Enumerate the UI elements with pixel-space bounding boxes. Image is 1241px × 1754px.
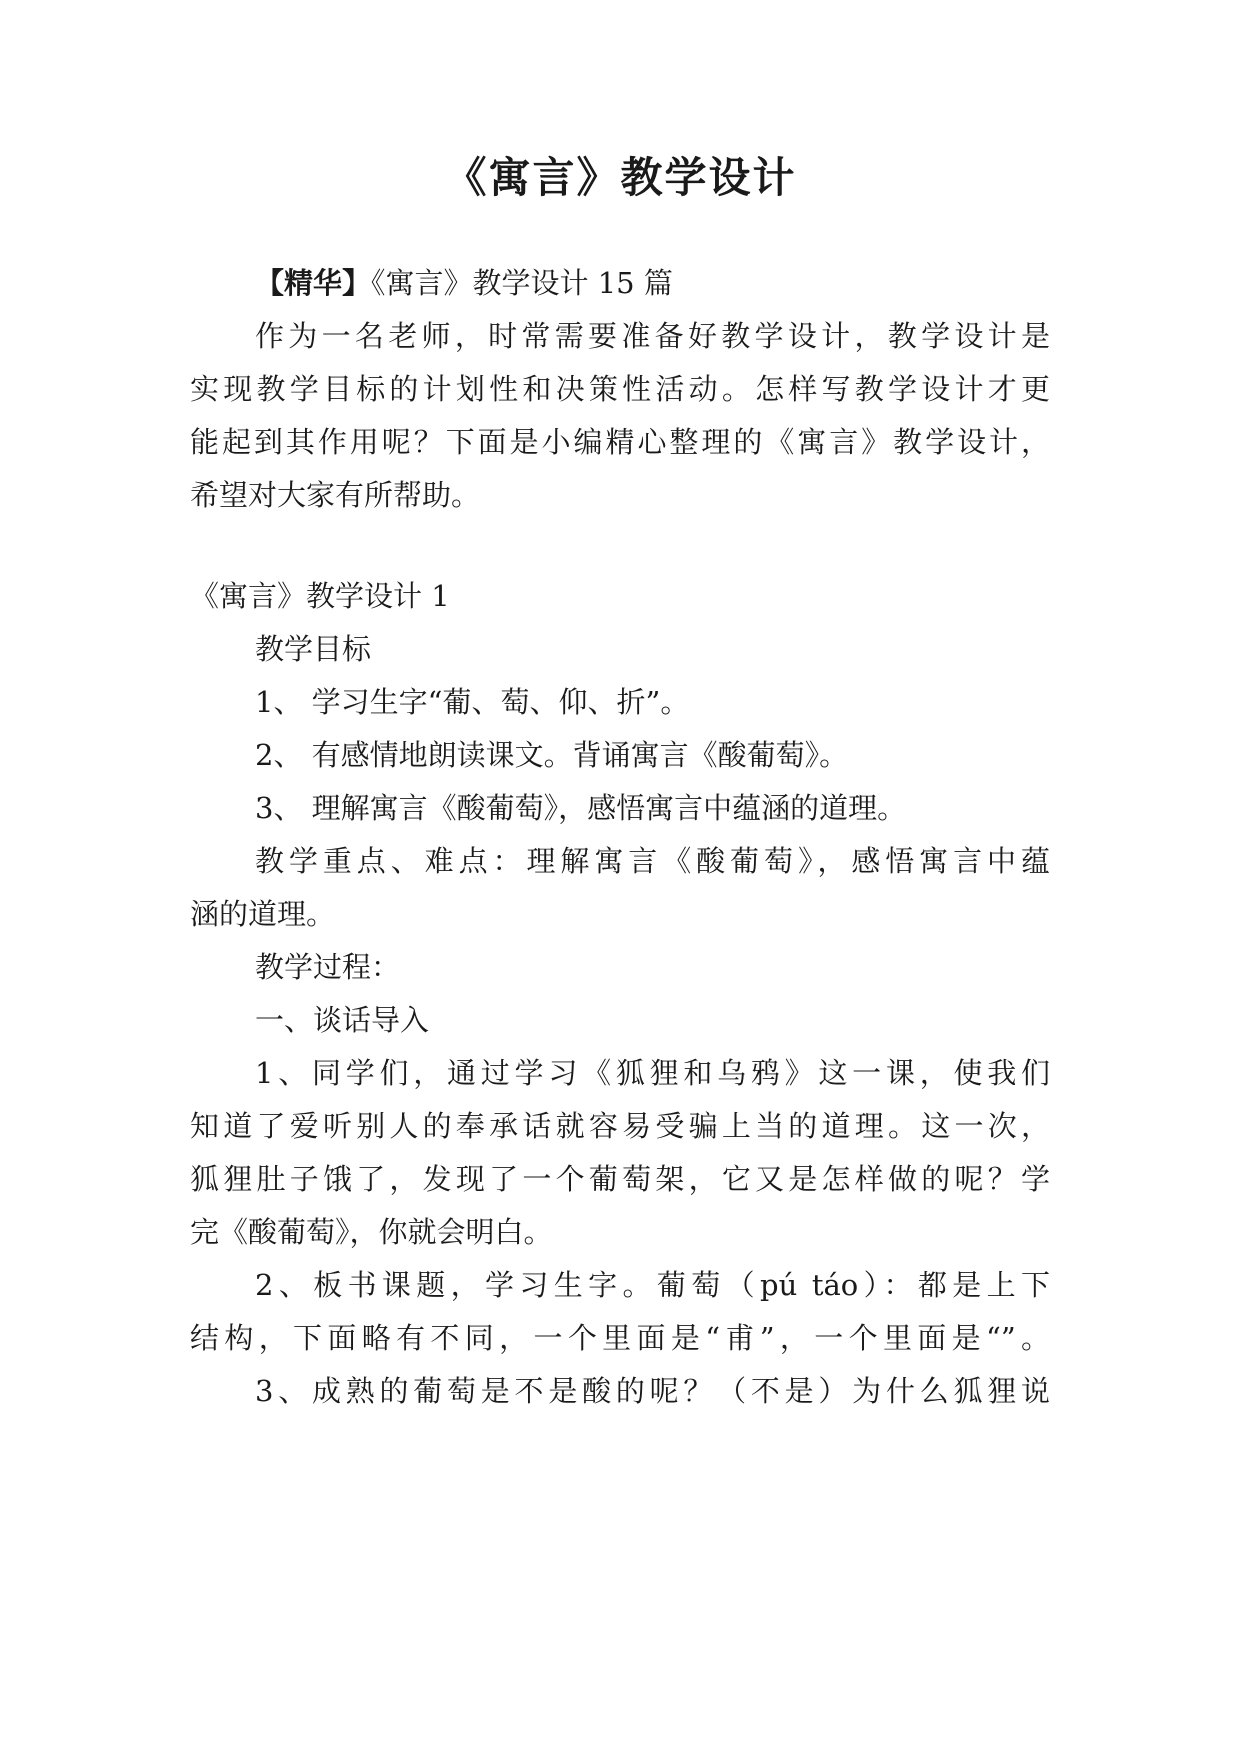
key-points-line-1: 教学重点、难点：理解寓言《酸葡萄》，感悟寓言中蕴: [255, 844, 1050, 878]
paragraph-1-line-3: 狐狸肚子饿了，发现了一个葡萄架，它又是怎样做的呢？学: [190, 1162, 1050, 1196]
intro-line-1: 作为一名老师，时常需要准备好教学设计，教学设计是: [255, 319, 1050, 353]
paragraph-1-line-4: 完《酸葡萄》，你就会明白。: [190, 1215, 553, 1249]
objective-item-2: 2、 有感情地朗读课文。背诵寓言《酸葡萄》。: [255, 738, 849, 772]
intro-line-4: 希望对大家有所帮助。: [190, 478, 481, 512]
step-1-title: 一、谈话导入: [255, 1003, 430, 1037]
subtitle-tag: 【精华】: [255, 266, 372, 300]
intro-line-3: 能起到其作用呢？下面是小编精心整理的《寓言》教学设计，: [190, 425, 1050, 459]
intro-line-2: 实现教学目标的计划性和决策性活动。怎样写教学设计才更: [190, 372, 1050, 406]
process-label: 教学过程：: [255, 950, 401, 984]
document-subtitle: [255, 263, 1050, 303]
paragraph-2-line-1: 2、板书课题，学习生字。葡萄（pú táo）：都是上下: [255, 1268, 1050, 1302]
paragraph-1-line-1: 1、同学们，通过学习《狐狸和乌鸦》这一课，使我们: [255, 1056, 1050, 1090]
objective-item-1: 1、 学习生字“葡、萄、仰、折”。: [255, 685, 690, 719]
paragraph-1-line-2: 知道了爱听别人的奉承话就容易受骗上当的道理。这一次，: [190, 1109, 1050, 1143]
section-heading: 《寓言》教学设计 1: [190, 579, 450, 613]
paragraph-2-line-2: 结构，下面略有不同，一个里面是“甫”，一个里面是“”。: [190, 1321, 1050, 1355]
objective-item-3: 3、 理解寓言《酸葡萄》，感悟寓言中蕴涵的道理。: [255, 791, 907, 825]
subtitle-text: 《寓言》教学设计 15 篇: [371, 266, 673, 300]
key-points-line-2: 涵的道理。: [190, 897, 336, 931]
paragraph-3-line-1: 3、成熟的葡萄是不是酸的呢？（不是）为什么狐狸说: [255, 1374, 1050, 1408]
objectives-label: 教学目标: [255, 632, 372, 666]
document-title: 《寓言》教学设计: [444, 153, 797, 202]
